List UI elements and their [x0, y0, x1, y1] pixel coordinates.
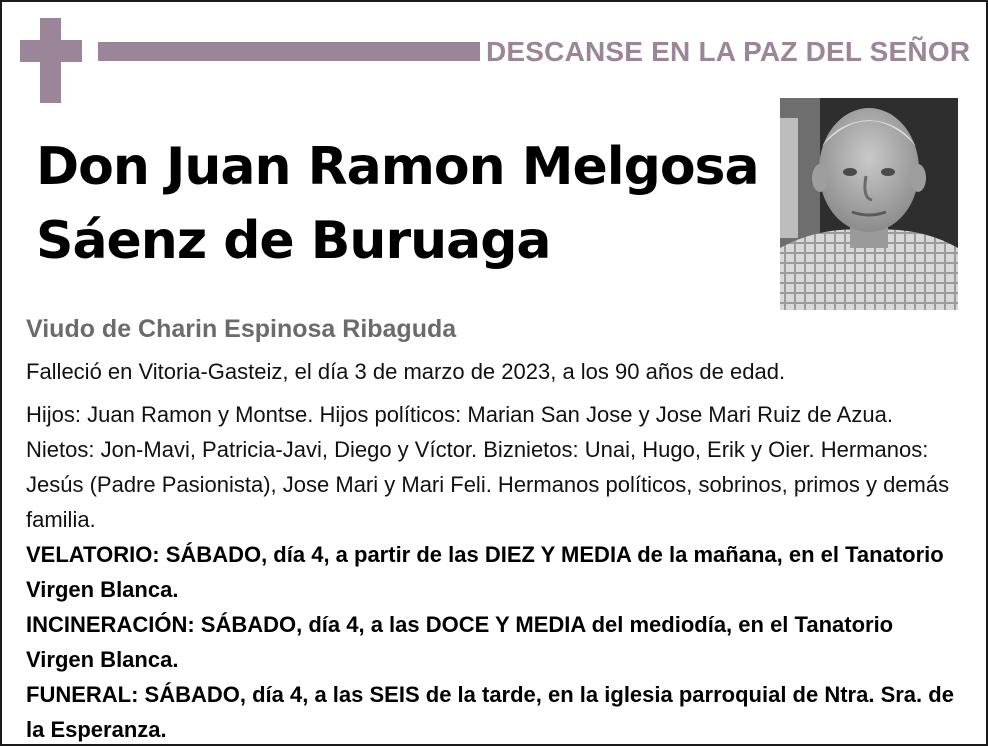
header-title: DESCANSE EN LA PAZ DEL SEÑOR — [486, 36, 971, 67]
event-incineracion: INCINERACIÓN: SÁBADO, día 4, a las DOCE Y MEDIA del mediodía, en el Tanatorio Virgen Blanca. — [26, 612, 894, 672]
name-line-1: Don Juan Ramon Melgosa — [36, 137, 759, 197]
name-line-2: Sáenz de Buruaga — [36, 211, 551, 271]
portrait-photo — [780, 98, 958, 310]
header-rule — [98, 42, 480, 61]
family-list: Hijos: Juan Ramon y Montse. Hijos políticos: Marian San Jose y Jose Mari Ruiz de Azua. Nietos: Jon-Mavi, Patricia-Javi, Diego y Víctor. Biznietos: Unai, Hugo, Erik y Oier. Hermanos: Jesús (Padre Pasionista), Jose Mari y Mari Feli. Hermanos políticos, sobrinos, primos y demás familia. — [26, 402, 950, 532]
deceased-name — [36, 130, 776, 278]
portrait-photo-drawing — [780, 98, 958, 310]
cross-horizontal-bar — [20, 40, 82, 62]
event-funeral: FUNERAL: SÁBADO, día 4, a las SEIS de la tarde, en la iglesia parroquial de Ntra. Sra. de la Esperanza. — [26, 682, 954, 742]
notice-body — [26, 354, 956, 746]
death-notice: Falleció en Vitoria-Gasteiz, el día 3 de marzo de 2023, a los 90 años de edad. — [26, 359, 786, 384]
event-velatorio: VELATORIO: SÁBADO, día 4, a partir de las DIEZ Y MEDIA de la mañana, en el Tanatorio Virgen Blanca. — [26, 542, 944, 602]
widower-line: Viudo de Charin Espinosa Ribaguda — [26, 315, 457, 343]
